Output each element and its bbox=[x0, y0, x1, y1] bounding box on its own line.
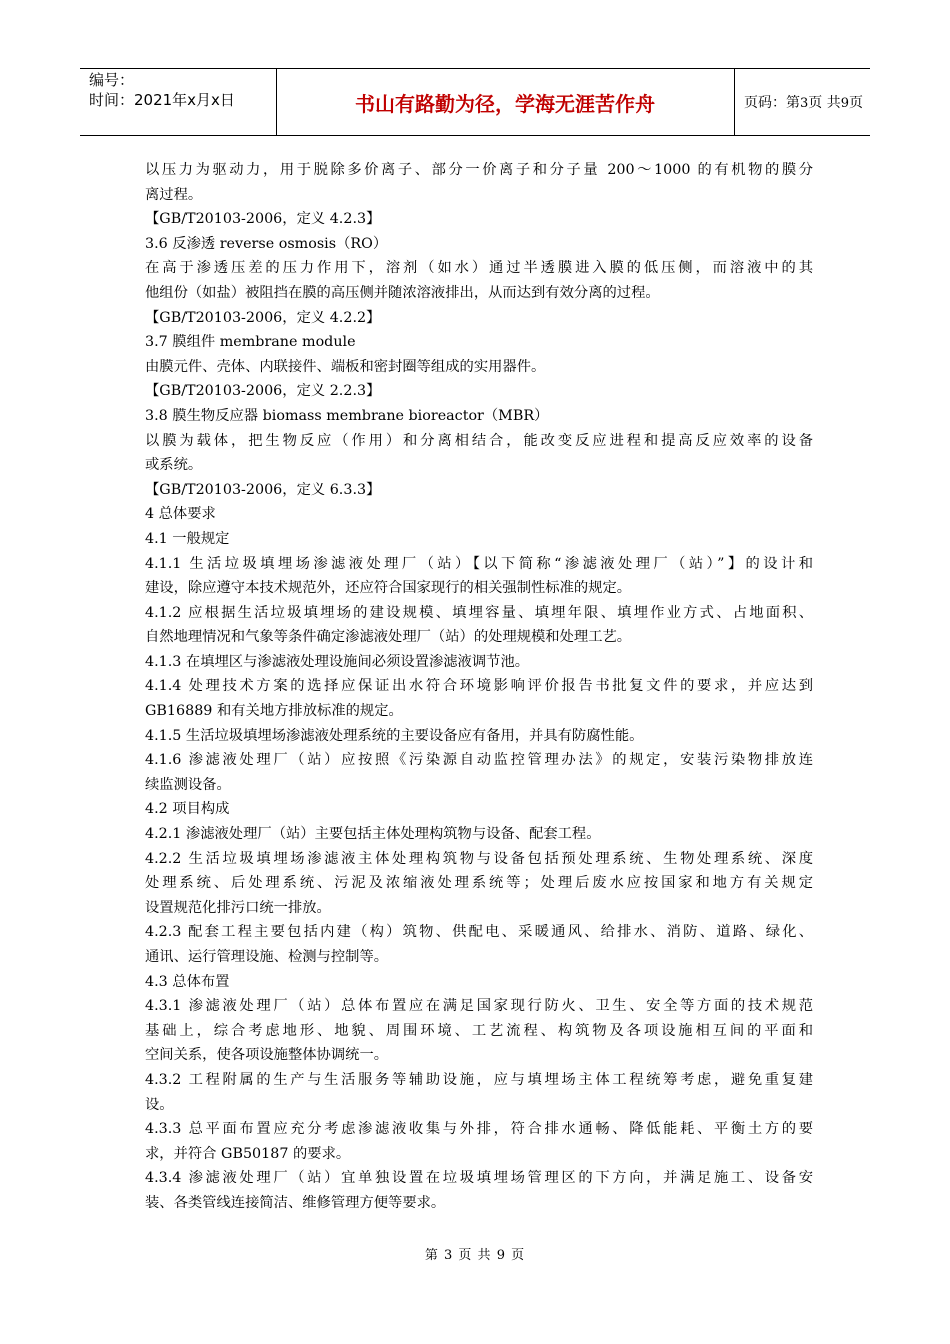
text-line: 4.1.5 生活垃圾填埋场渗滤液处理系统的主要设备应有备用，并具有防腐性能。 bbox=[145, 727, 644, 744]
text-line: 或系统。 bbox=[145, 457, 203, 474]
header-motto: 书山有路勤为径，学海无涯苦作舟 bbox=[355, 92, 655, 116]
text-line: 在高于渗透压差的压力作用下，溶剂（如水）通过半透膜进入膜的低压侧，而溶液中的其 bbox=[145, 260, 813, 277]
text-line: 自然地理情况和气象等条件确定渗滤液处理厂（站）的处理规模和处理工艺。 bbox=[145, 629, 632, 646]
page-header bbox=[80, 68, 870, 136]
text-line: 4.3.3 总平面布置应充分考虑渗滤液收集与外排，符合排水通畅、降低能耗、平衡土方的要 bbox=[145, 1121, 813, 1138]
header-page-code bbox=[744, 94, 863, 113]
text-line: 【GB/T20103-2006，定义 2.2.3】 bbox=[145, 383, 381, 400]
text-line: 通讯、运行管理设施、检测与控制等。 bbox=[145, 949, 389, 965]
text-line: 4.1 一般规定 bbox=[145, 530, 230, 547]
text-line: 装、各类管线连接简洁、维修管理方便等要求。 bbox=[145, 1194, 446, 1211]
text-line: 离过程。 bbox=[145, 186, 203, 203]
text-line: 【GB/T20103-2006，定义 4.2.3】 bbox=[145, 211, 381, 228]
text-line: 4.3.4 渗滤液处理厂（站）宜单独设置在垃圾填埋场管理区的下方向，并满足施工、设备安 bbox=[145, 1170, 813, 1187]
document-date: 时间：2021年x月x日 bbox=[89, 91, 235, 109]
page-footer: 第 3 页 共 9 页 bbox=[424, 1248, 526, 1263]
document-body bbox=[145, 158, 813, 1216]
text-line: 4.3.1 渗滤液处理厂（站）总体布置应在满足国家现行防火、卫生、安全等方面的技术规范 bbox=[145, 998, 813, 1015]
text-line: GB16889 和有关地方排放标准的规定。 bbox=[145, 703, 403, 720]
text-line: 他组份（如盐）被阻挡在膜的高压侧并随浓溶液排出，从而达到有效分离的过程。 bbox=[145, 284, 660, 301]
text-line: 4.2.3 配套工程主要包括内建（构）筑物、供配电、采暖通风、给排水、消防、道路、绿化、 bbox=[145, 924, 813, 941]
page-code-mid: 页 共 bbox=[808, 95, 841, 111]
text-line: 4.1.3 在填埋区与渗滤液处理设施间必须设置渗滤液调节池。 bbox=[145, 653, 530, 670]
text-line: 空间关系，使各项设施整体协调统一。 bbox=[145, 1047, 389, 1064]
text-line: 4 总体要求 bbox=[145, 506, 216, 523]
text-line: 【GB/T20103-2006，定义 6.3.3】 bbox=[145, 481, 381, 498]
text-line: 4.2.1 渗滤液处理厂（站）主要包括主体处理构筑物与设备、配套工程。 bbox=[145, 826, 601, 843]
header-meta-cell bbox=[80, 69, 277, 135]
document-number-label: 编号： bbox=[89, 71, 135, 89]
text-line: 3.8 膜生物反应器 biomass membrane bioreactor（MBR） bbox=[145, 407, 549, 424]
text-line: 【GB/T20103-2006，定义 4.2.2】 bbox=[145, 309, 381, 326]
text-line: 4.1.2 应根据生活垃圾填埋场的建设规模、填埋容量、填埋年限、填埋作业方式、占地面积、 bbox=[145, 604, 813, 621]
text-line: 处理系统、后处理系统、污泥及浓缩液处理系统等；处理后废水应按国家和地方有关规定 bbox=[145, 875, 813, 892]
text-line: 基础上，综合考虑地形、地貌、周围环境、工艺流程、构筑物及各项设施相互间的平面和 bbox=[145, 1022, 813, 1039]
text-line: 续监测设备。 bbox=[145, 776, 231, 793]
header-page-cell bbox=[734, 69, 870, 135]
text-line: 4.1.4 处理技术方案的选择应保证出水符合环境影响评价报告书批复文件的要求，并应达到 bbox=[145, 678, 813, 695]
text-line: 4.1.1 生活垃圾填埋场渗滤液处理厂（站）【以下简称“渗滤液处理厂（站）”】的设计和 bbox=[145, 555, 813, 572]
text-line: 3.6 反渗透 reverse osmosis（RO） bbox=[145, 235, 388, 252]
text-line: 以压力为驱动力，用于脱除多价离子、部分一价离子和分子量 200～1000 的有机物的膜分 bbox=[145, 162, 813, 178]
page-current-number: 3 bbox=[800, 96, 809, 111]
text-line: 4.2 项目构成 bbox=[145, 801, 230, 818]
page-total-number: 9 bbox=[840, 96, 850, 111]
text-line: 设置规范化排污口统一排放。 bbox=[145, 899, 331, 916]
text-line: 4.2.2 生活垃圾填埋场渗滤液主体处理构筑物与设备包括预处理系统、生物处理系统、深度 bbox=[145, 850, 813, 867]
page-code-label: 页码：第 bbox=[744, 95, 800, 111]
header-motto-cell bbox=[276, 69, 735, 135]
text-line: 以膜为载体，把生物反应（作用）和分离相结合，能改变反应进程和提高反应效率的设备 bbox=[145, 432, 813, 449]
text-line: 4.3.2 工程附属的生产与生活服务等辅助设施，应与填埋场主体工程统筹考虑，避免重复建 bbox=[145, 1071, 813, 1088]
text-line: 3.7 膜组件 membrane module bbox=[145, 334, 356, 351]
page-code-end: 页 bbox=[849, 95, 864, 111]
text-line: 建设，除应遵守本技术规范外，还应符合国家现行的相关强制性标准的规定。 bbox=[145, 580, 632, 597]
text-line: 求，并符合 GB50187 的要求。 bbox=[145, 1145, 351, 1162]
text-line: 4.3 总体布置 bbox=[145, 973, 230, 990]
text-line: 设。 bbox=[145, 1096, 174, 1113]
text-line: 由膜元件、壳体、内联接件、端板和密封圈等组成的实用器件。 bbox=[145, 358, 546, 375]
text-line: 4.1.6 渗滤液处理厂（站）应按照《污染源自动监控管理办法》的规定，安装污染物排放连 bbox=[145, 752, 813, 769]
